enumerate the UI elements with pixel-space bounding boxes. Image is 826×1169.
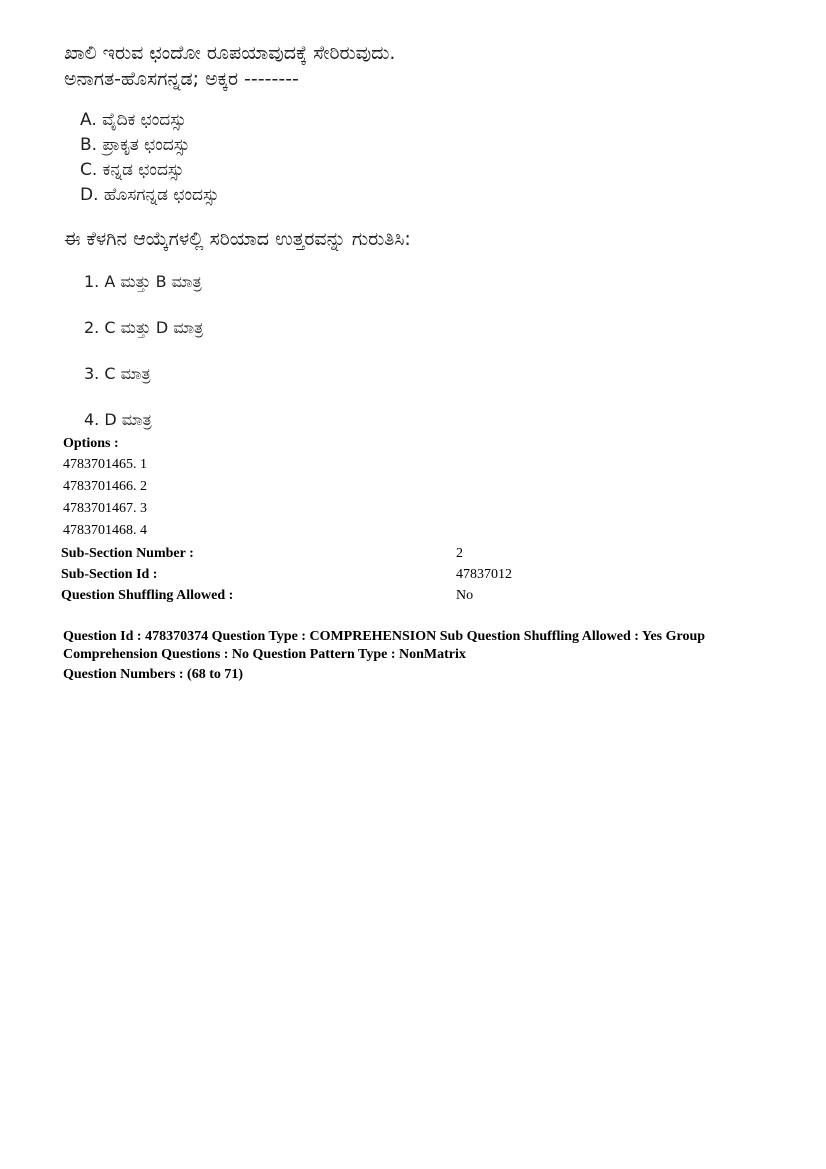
question-numbers: Question Numbers : (68 to 71) bbox=[63, 667, 244, 682]
answer-1: 1. A ಮತ್ತು B ಮಾತ್ರ bbox=[84, 272, 202, 291]
subsection-id-value: 47837012 bbox=[456, 567, 512, 582]
subsection-number-label: Sub-Section Number : bbox=[61, 546, 194, 561]
option-2: 4783701466. 2 bbox=[63, 479, 147, 494]
answer-3: 3. C ಮಾತ್ರ bbox=[84, 364, 151, 383]
question-shuffling-value: No bbox=[456, 588, 474, 603]
options-label: Options : bbox=[63, 436, 119, 451]
question-meta bbox=[63, 628, 763, 684]
subsection-number-value: 2 bbox=[456, 546, 463, 561]
question-text-line1: ಖಾಲಿ ಇರುವ ಛಂದೋ ರೂಪಯಾವುದಕ್ಕೆ ಸೇರಿರುವುದು. bbox=[64, 42, 396, 64]
option-3: 4783701467. 3 bbox=[63, 501, 147, 516]
answer-4: 4. D ಮಾತ್ರ bbox=[84, 410, 152, 429]
option-4: 4783701468. 4 bbox=[63, 523, 147, 538]
question-shuffling-label: Question Shuffling Allowed : bbox=[61, 588, 234, 603]
question-text-line2: ಅನಾಗತ-ಹೊಸಗನ್ನಡ; ಅಕ್ಕರ -------- bbox=[64, 68, 299, 90]
instruction-text: ಈ ಕೆಳಗಿನ ಆಯ್ಕೆಗಳಲ್ಲಿ ಸರಿಯಾದ ಉತ್ತರವನ್ನು ಗುರುತಿಸಿ: bbox=[64, 228, 411, 250]
choice-d: D. ಹೊಸಗನ್ನಡ ಛಂದಸ್ಸು bbox=[80, 185, 220, 205]
answer-2: 2. C ಮತ್ತು D ಮಾತ್ರ bbox=[84, 318, 204, 337]
choice-b: B. ಪ್ರಾಕೃತ ಛಂದಸ್ಸು bbox=[80, 135, 190, 155]
choice-a: A. ವೈದಿಕ ಛಂದಸ್ಸು bbox=[80, 110, 187, 130]
question-meta-line1: Question Id : 478370374 Question Type : COMPREHENSION Sub Question Shuffling Allowed : Yes Group bbox=[63, 629, 706, 644]
question-meta-line2: Comprehension Questions : No Question Pattern Type : NonMatrix bbox=[63, 647, 466, 662]
choice-c: C. ಕನ್ನಡ ಛಂದಸ್ಸು bbox=[80, 160, 184, 180]
option-1: 4783701465. 1 bbox=[63, 457, 147, 472]
subsection-id-label: Sub-Section Id : bbox=[61, 567, 158, 582]
